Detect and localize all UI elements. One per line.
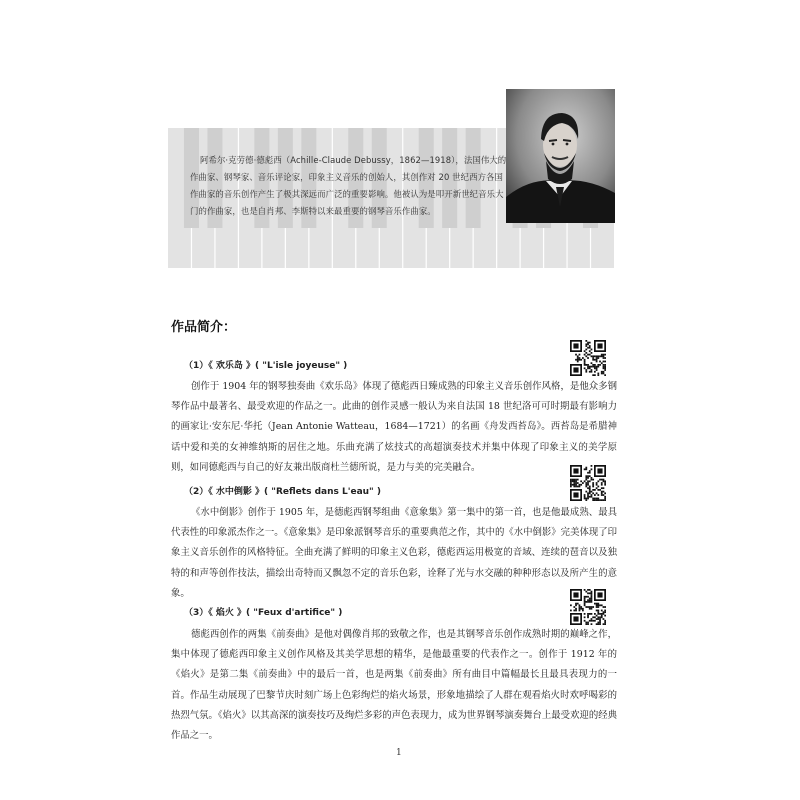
qr-code-icon[interactable] [570, 589, 606, 625]
piece-heading-1: （1）《 欢乐岛 》( "L'isle joyeuse" ) [184, 361, 348, 371]
qr-code-icon[interactable] [570, 465, 606, 501]
page-number: 1 [396, 748, 402, 758]
piece-description-3: 德彪西创作的两集《前奏曲》是他对偶像肖邦的致敬之作，也是其钢琴音乐创作成熟时期的巅峰之作，集中体现了德彪西印象主义创作风格及其美学思想的精华，是他最重要的代表作之一。创作于 1912 年的《焰火》是第二集《前奏曲》中的最后一首，也是两集《前奏曲》所有曲目中篇幅最长且最具表现力的一首。作品生动展现了巴黎节庆时刻广场上色彩绚烂的焰火场景，形象地描绘了人群在观看焰火时欢呼喝彩的热烈气氛。《焰火》以其高深的演奏技巧及绚烂多彩的声色表现力，成为世界钢琴演奏舞台上最受欢迎的经典作品之一。 [171, 629, 617, 742]
piece-heading-2: （2）《 水中倒影 》( "Reflets dans L'eau" ) [184, 487, 381, 497]
piece-description-1: 创作于 1904 年的钢琴独奏曲《欢乐岛》体现了德彪西日臻成熟的印象主义音乐创作风格，是他众多钢琴作品中最著名、最受欢迎的作品之一。此曲的创作灵感一般认为来自法国 18 世纪洛可可时期最有影响力的画家让·安东尼·华托（Jean Antonie Watteau，1684—1721）的名画《舟发西苔岛》。西苔岛是希腊神话中爱和美的女神维纳斯的居住之地。乐曲充满了炫技式的高超演奏技术并集中体现了印象主义的美学原则，如同德彪西与自己的好友兼出版商杜兰德所说，是力与美的完美融合。 [171, 381, 617, 473]
qr-code-icon[interactable] [570, 340, 606, 376]
section-title: 作品简介： [171, 320, 237, 335]
composer-introduction: 阿希尔·克劳德·德彪西（Achille-Claude Debussy，1862—1918），法国伟大的作曲家、钢琴家、音乐评论家，印象主义音乐的创始人，其创作对 20 世纪西方各国作曲家的音乐创作产生了极其深远而广泛的重要影响。他被认为是叩开新世纪音乐大门的作曲家，也是自肖邦、李斯特以来最重要的钢琴音乐作曲家。 [190, 155, 507, 216]
piece-description-2: 《水中倒影》创作于 1905 年，是德彪西钢琴组曲《意象集》第一集中的第一首，也是他最成熟、最具代表性的印象派杰作之一。《意象集》是印象派钢琴音乐的重要典范之作，其中的《水中倒影》完美体现了印象主义音乐创作的风格特征。全曲充满了鲜明的印象主义色彩，德彪西运用极宽的音域、连续的琶音以及独特的和声等创作技法，描绘出奇特而又飘忽不定的音乐色彩，诠释了光与水交融的种种形态以及所产生的意象。 [171, 507, 617, 599]
piece-heading-3: （3）《 焰火 》( "Feux d'artifice" ) [184, 608, 343, 618]
debussy-portrait [506, 89, 615, 223]
